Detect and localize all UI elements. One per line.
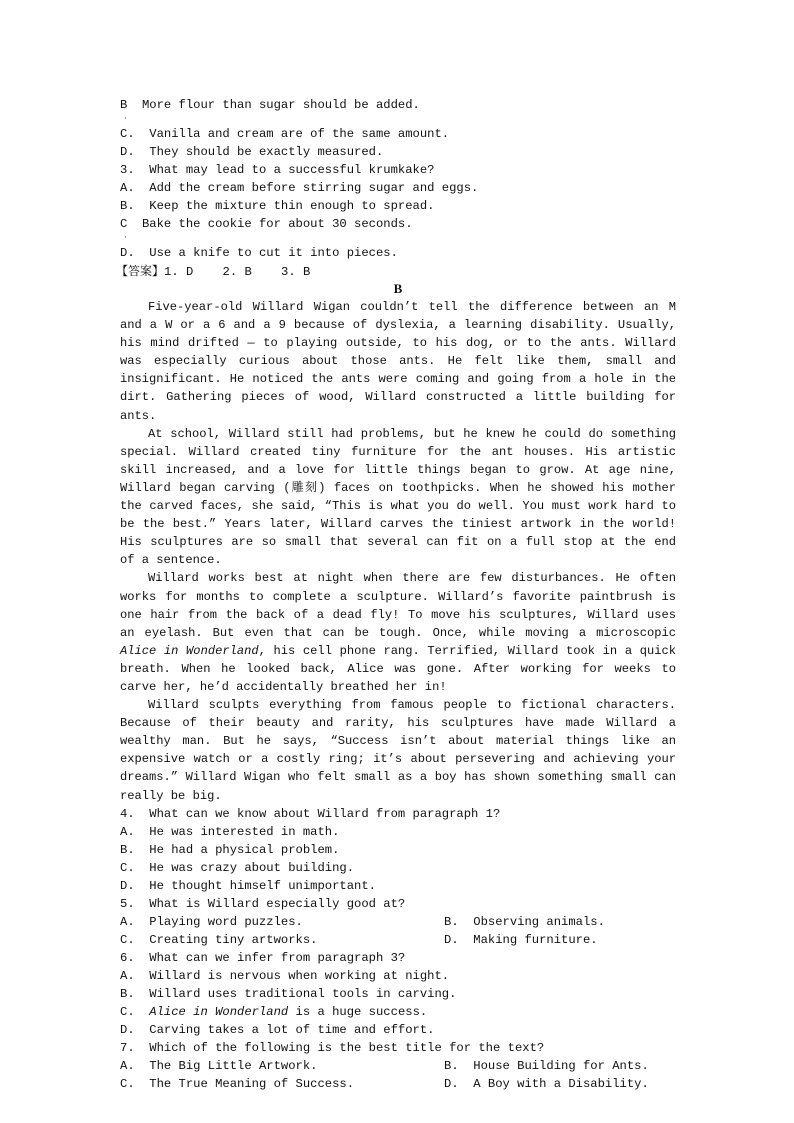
document-page [116, 96, 676, 1093]
option-row [120, 913, 676, 931]
option-d: D. Making furniture. [444, 932, 598, 947]
option-line: C Bake the cookie for about 30 seconds. [120, 217, 413, 231]
dot-mark: · [124, 233, 127, 243]
option-a: A. The Big Little Artwork. [120, 1058, 318, 1073]
option-c: C. The True Meaning of Success. [120, 1076, 355, 1091]
option-line: A. He was interested in math. [120, 824, 340, 839]
question-6: 6. What can we infer from paragraph 3? [120, 950, 406, 965]
option-row [120, 1057, 676, 1075]
section-heading: B [393, 281, 403, 296]
paragraph-2: At school, Willard still had problems, but he knew he could do something special. Willard created tiny furniture for the ant houses. His artistic skill increased, and a love for little things began to grow. At age nine, Willard began carving (雕刻) faces on toothpicks. When he showed his mother the carved faces, she said, “This is what you do well. You must work hard to be the best.” Years later, Willard carves the tiniest artwork in the world! His sculptures are so small that several can fit on a full stop at the end of a sentence. [120, 426, 676, 568]
option-row [120, 1075, 676, 1093]
option-line: A. Add the cream before stirring sugar and eggs. [120, 181, 479, 195]
option-b: B. Observing animals. [444, 914, 605, 929]
option-line: C. He was crazy about building. [120, 860, 355, 875]
option-line: B. Keep the mixture thin enough to spread. [120, 199, 435, 213]
option-line: D. They should be exactly measured. [120, 145, 384, 159]
answer-text: 1. D 2. B 3. B [164, 265, 311, 279]
book-title: Alice in Wonderland [149, 1004, 289, 1019]
question-line: 3. What may lead to a successful krumkake? [120, 163, 435, 177]
option-line: C. Vanilla and cream are of the same amount. [120, 127, 450, 141]
option-row [120, 931, 676, 949]
option-line: D. Use a knife to cut it into pieces. [120, 246, 398, 260]
option-b: B. House Building for Ants. [444, 1058, 649, 1073]
option-line: B. He had a physical problem. [120, 842, 340, 857]
option-a: A. Playing word puzzles. [120, 914, 303, 929]
paragraph-3: Willard works best at night when there are few disturbances. He often works for months to complete a sculpture. Willard’s favorite paintbrush is one hair from the back of a dead fly! To move his sculptures, Willard uses an eyelash. But even that can be tough. Once, while moving a microscopic Alice in Wonderland, his cell phone rang. Terrified, Willard took in a quick breath. When he looked back, Alice was gone. After working for weeks to carve her, he’d accidentally breathed her in! [120, 571, 676, 694]
option-d: D. A Boy with a Disability. [444, 1076, 649, 1091]
book-title: Alice in Wonderland [120, 643, 259, 658]
option-c: C. Alice in Wonderland is a huge success. [120, 1004, 428, 1019]
question-7: 7. Which of the following is the best title for the text? [120, 1040, 545, 1055]
option-line: B More flour than sugar should be added. [120, 98, 420, 112]
option-b: B. Willard uses traditional tools in carving. [120, 986, 457, 1001]
question-4: 4. What can we know about Willard from paragraph 1? [120, 806, 501, 821]
option-line: D. He thought himself unimportant. [120, 878, 376, 893]
answer-key [116, 262, 676, 280]
paragraph-4: Willard sculpts everything from famous people to fictional characters. Because of their beauty and rarity, his sculptures have made Willard a wealthy man. But he says, “Success isn’t about material things like an expensive watch or a costly ring; it’s about persevering and achieving your dreams.” Willard Wigan who felt small as a boy has shown something small can really be big. [120, 698, 676, 803]
dot-mark: · [124, 114, 127, 124]
option-a: A. Willard is nervous when working at night. [120, 968, 450, 983]
answer-tag: 【答案】 [116, 264, 165, 278]
option-c: C. Creating tiny artworks. [120, 932, 318, 947]
question-5: 5. What is Willard especially good at? [120, 896, 406, 911]
paragraph-1: Five-year-old Willard Wigan couldn’t tell the difference between an M and a W or a 6 and a 9 because of dyslexia, a learning disability. Usually, his mind drifted — to playing outside, to his dog, or to the ants. Willard was especially curious about those ants. He felt like them, small and insignificant. He noticed the ants were coming and going from a hole in the dirt. Gathering pieces of wood, Willard constructed a little building for ants. [120, 300, 676, 423]
option-d: D. Carving takes a lot of time and effort. [120, 1022, 435, 1037]
